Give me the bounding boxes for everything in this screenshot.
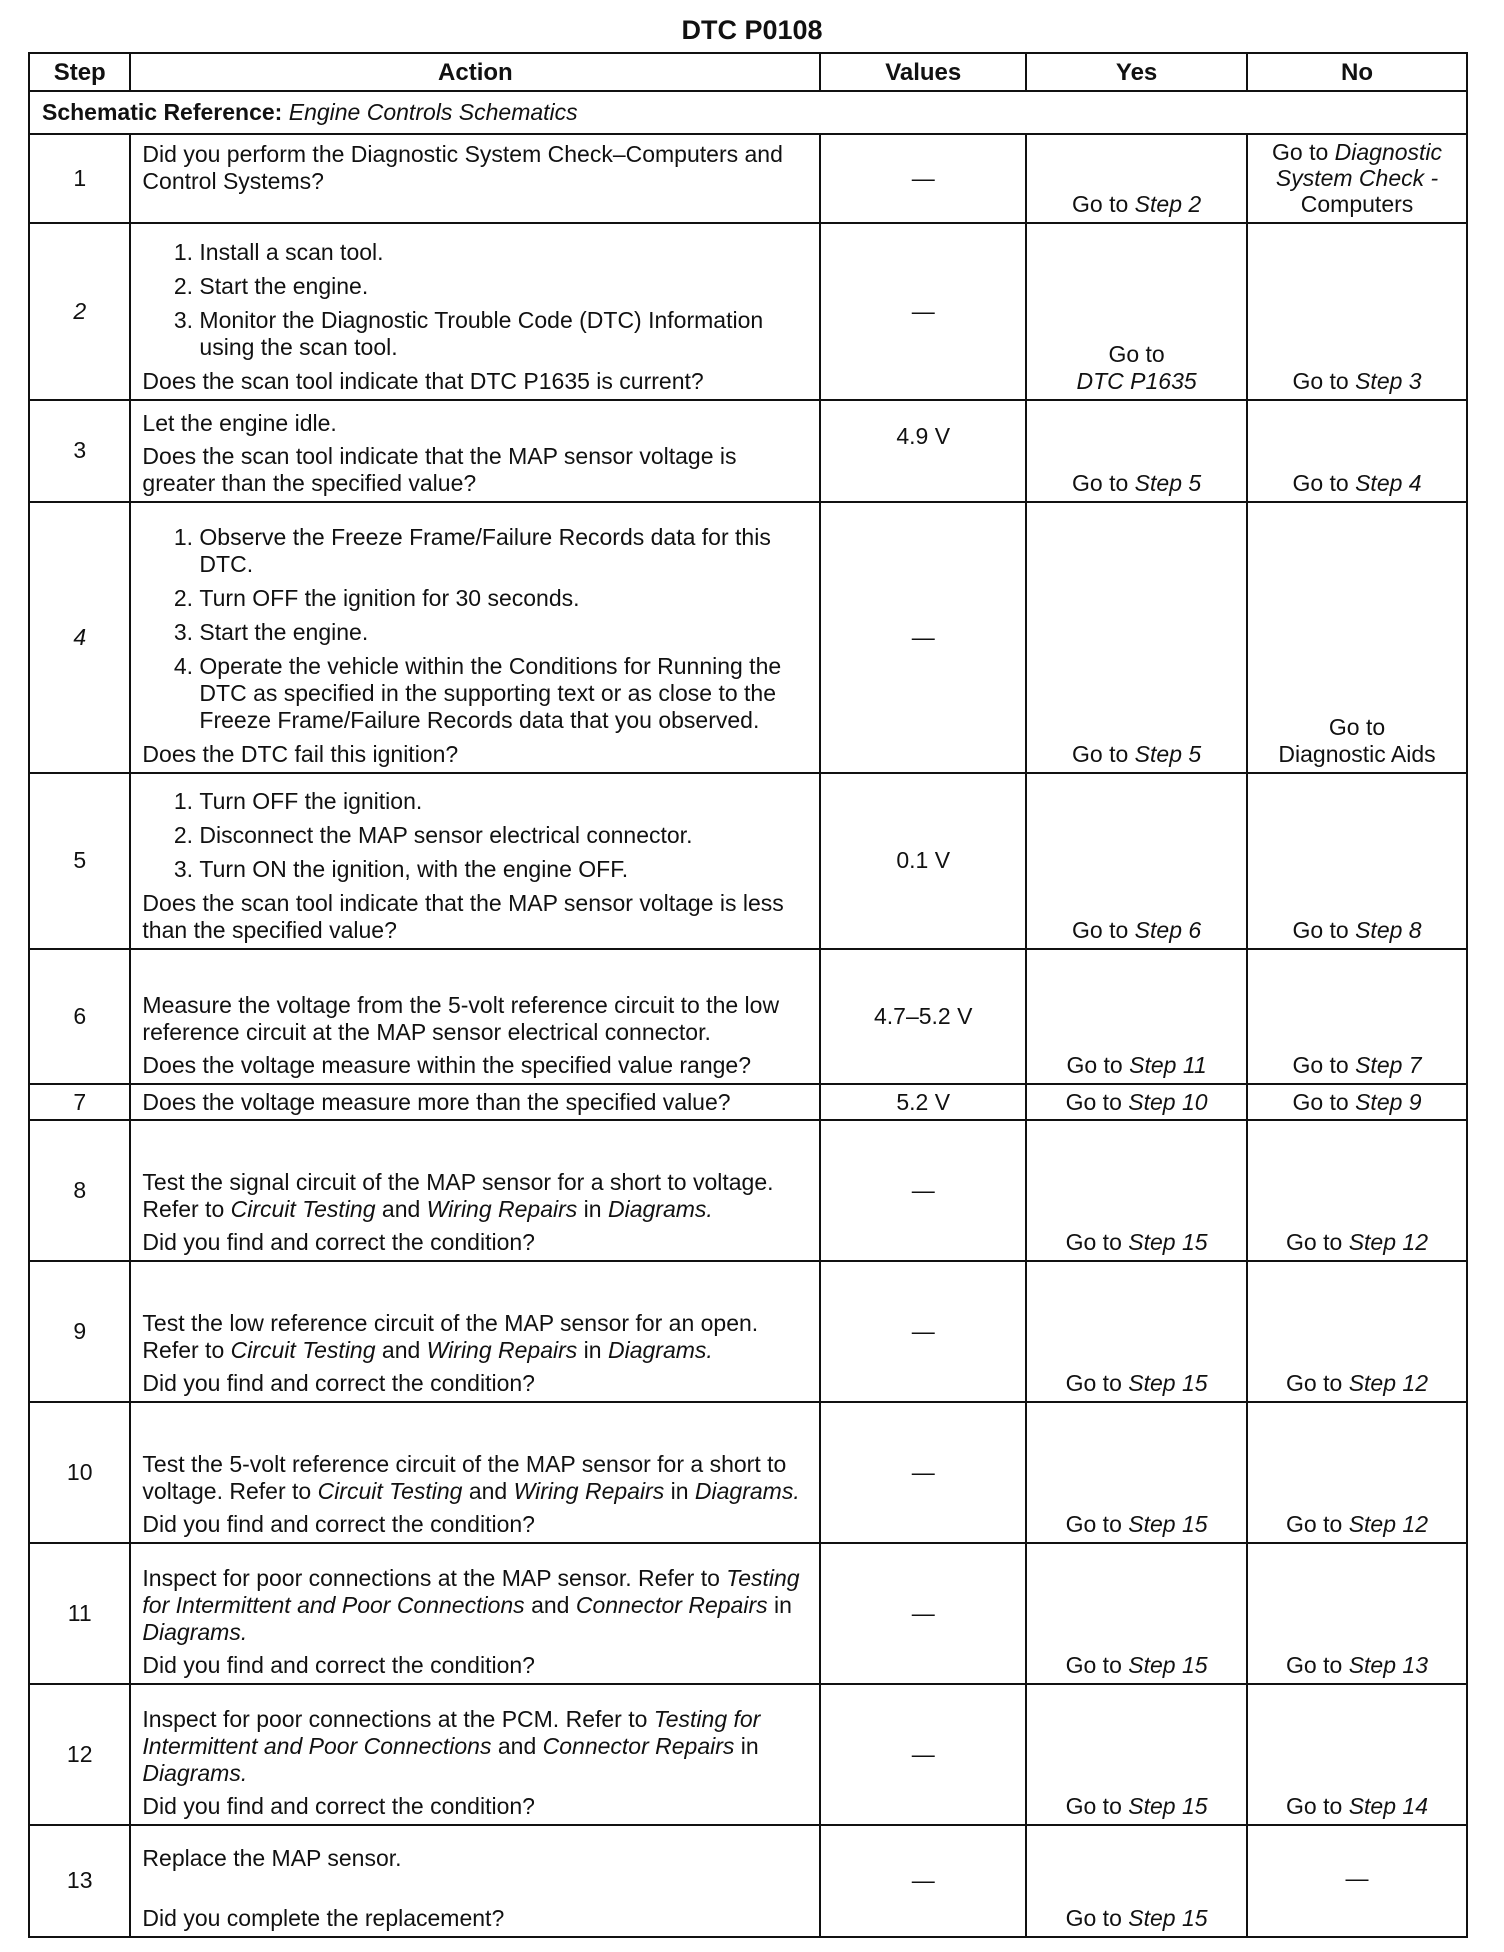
yes-target: Step 15 bbox=[1128, 1228, 1208, 1255]
go-to-text: Go to bbox=[1286, 1651, 1343, 1678]
no-cell bbox=[1247, 400, 1467, 503]
action-question: Does the voltage measure more than the specified value? bbox=[142, 1088, 731, 1115]
yes-cell bbox=[1026, 773, 1247, 949]
table-row bbox=[29, 1120, 1467, 1261]
schematic-reference bbox=[29, 91, 1467, 134]
yes-cell bbox=[1026, 949, 1247, 1085]
no-target: Step 12 bbox=[1348, 1228, 1428, 1255]
no-target: Diagnostic Aids bbox=[1278, 740, 1436, 767]
step-number: 9 bbox=[29, 1261, 130, 1402]
no-cell bbox=[1247, 502, 1467, 772]
go-to-text: Go to bbox=[1065, 1369, 1122, 1396]
go-to-text: Go to bbox=[1066, 1052, 1123, 1079]
go-to-text: Go to bbox=[1292, 1052, 1349, 1079]
no-target: Step 4 bbox=[1355, 470, 1422, 497]
yes-cell bbox=[1026, 134, 1247, 224]
step-number: 12 bbox=[29, 1684, 130, 1825]
instruction-text: and bbox=[491, 1732, 543, 1759]
instruction-item: 3. Monitor the Diagnostic Trouble Code (DTC) Information using the scan tool. bbox=[199, 307, 809, 361]
yes-cell bbox=[1026, 1543, 1247, 1684]
yes-target: Step 15 bbox=[1128, 1510, 1208, 1537]
action-cell bbox=[130, 1684, 820, 1825]
reference-diagrams: Diagrams. bbox=[607, 1336, 713, 1363]
instruction-item: 3. Turn ON the ignition, with the engine OFF. bbox=[199, 856, 809, 883]
go-to-text: Go to bbox=[1292, 916, 1349, 943]
instruction-text: Test the signal circuit of the MAP sensor for a short to voltage. Refer to bbox=[142, 1168, 774, 1222]
table-row bbox=[29, 1684, 1467, 1825]
header-no: No bbox=[1247, 53, 1467, 91]
action-question: Did you find and correct the condition? bbox=[142, 1228, 535, 1255]
table-row bbox=[29, 400, 1467, 503]
go-to-text: Go to bbox=[1065, 1792, 1122, 1819]
instruction-item: 2. Start the engine. bbox=[199, 273, 809, 300]
step-number: 1 bbox=[29, 134, 130, 224]
instruction-item: 2. Disconnect the MAP sensor electrical connector. bbox=[199, 822, 809, 849]
reference-diagrams: Diagrams. bbox=[142, 1759, 248, 1786]
yes-cell bbox=[1026, 1825, 1247, 1937]
yes-cell bbox=[1026, 1120, 1247, 1261]
step-number: 2 bbox=[29, 223, 130, 399]
no-cell bbox=[1247, 223, 1467, 399]
action-cell bbox=[130, 1084, 820, 1119]
action-cell bbox=[130, 1120, 820, 1261]
action-cell bbox=[130, 1543, 820, 1684]
instruction-text: in bbox=[734, 1732, 759, 1759]
instruction-item: 1. Turn OFF the ignition. bbox=[199, 788, 809, 815]
go-to-text: Go to bbox=[1065, 1228, 1122, 1255]
table-row bbox=[29, 1261, 1467, 1402]
reference-testing-connections: Testing for Intermittent and Poor Connections bbox=[142, 1564, 800, 1618]
instruction-text: and bbox=[375, 1336, 427, 1363]
instruction-text: Inspect for poor connections at the MAP sensor. Refer to bbox=[142, 1564, 727, 1591]
instruction-text: Test the low reference circuit of the MAP sensor for an open. Refer to bbox=[142, 1309, 759, 1363]
yes-cell bbox=[1026, 400, 1247, 503]
no-target: Step 8 bbox=[1355, 916, 1422, 943]
reference-diagrams: Diagrams. bbox=[694, 1477, 800, 1504]
header-yes: Yes bbox=[1026, 53, 1247, 91]
go-to-text: Go to bbox=[1072, 916, 1129, 943]
no-cell bbox=[1247, 1684, 1467, 1825]
page-title: DTC P0108 bbox=[681, 15, 823, 45]
instruction-list bbox=[142, 524, 809, 734]
action-question: Does the DTC fail this ignition? bbox=[142, 740, 459, 767]
values-cell: 4.9 V bbox=[820, 400, 1026, 503]
step-number: 4 bbox=[29, 502, 130, 772]
no-target-line1: Diagnostic bbox=[1334, 138, 1443, 165]
go-to-text: Go to bbox=[1292, 1088, 1349, 1115]
no-target: Step 9 bbox=[1355, 1088, 1422, 1115]
yes-cell bbox=[1026, 1402, 1247, 1543]
action-instruction bbox=[142, 1169, 809, 1223]
instruction-text: and bbox=[462, 1477, 514, 1504]
reference-wiring-repairs: Wiring Repairs bbox=[513, 1477, 665, 1504]
values-cell: — bbox=[820, 134, 1026, 224]
reference-wiring-repairs: Wiring Repairs bbox=[426, 1336, 578, 1363]
go-to-text: Go to bbox=[1065, 1651, 1122, 1678]
yes-target: Step 15 bbox=[1128, 1905, 1208, 1931]
action-question: Does the voltage measure within the specified value range? bbox=[142, 1052, 752, 1079]
yes-cell bbox=[1026, 1684, 1247, 1825]
instruction-item: 2. Turn OFF the ignition for 30 seconds. bbox=[199, 585, 809, 612]
schematic-value: Engine Controls Schematics bbox=[288, 98, 578, 125]
action-cell bbox=[130, 949, 820, 1085]
yes-target: Step 10 bbox=[1128, 1088, 1208, 1115]
action-question: Did you perform the Diagnostic System Check–Computers and Control Systems? bbox=[142, 140, 783, 194]
no-cell bbox=[1247, 1402, 1467, 1543]
values-cell: — bbox=[820, 1825, 1026, 1937]
action-question: Does the scan tool indicate that DTC P1635 is current? bbox=[142, 367, 704, 394]
go-to-text: Go to bbox=[1286, 1369, 1343, 1396]
no-target: Step 3 bbox=[1355, 367, 1422, 394]
yes-target: Step 15 bbox=[1128, 1369, 1208, 1396]
table-row bbox=[29, 773, 1467, 949]
action-instruction: Measure the voltage from the 5-volt reference circuit to the low reference circuit at the MAP sensor electrical connector. bbox=[142, 992, 780, 1046]
action-instruction: Replace the MAP sensor. bbox=[142, 1845, 402, 1871]
go-to-text: Go to bbox=[1286, 1792, 1343, 1819]
values-cell: — bbox=[820, 1543, 1026, 1684]
reference-diagrams: Diagrams. bbox=[607, 1195, 713, 1222]
values-cell: — bbox=[820, 502, 1026, 772]
no-cell bbox=[1247, 1120, 1467, 1261]
action-cell bbox=[130, 1402, 820, 1543]
go-to-text: Go to bbox=[1072, 191, 1129, 218]
step-number: 10 bbox=[29, 1402, 130, 1543]
action-instruction bbox=[142, 1310, 809, 1364]
values-cell: — bbox=[820, 1120, 1026, 1261]
action-question: Did you find and correct the condition? bbox=[142, 1369, 535, 1396]
yes-target: Step 2 bbox=[1134, 191, 1202, 218]
no-cell bbox=[1247, 1261, 1467, 1402]
table-row bbox=[29, 949, 1467, 1085]
instruction-text: and bbox=[375, 1195, 427, 1222]
go-to-text: Go to bbox=[1286, 1228, 1343, 1255]
no-target: Step 13 bbox=[1348, 1651, 1428, 1678]
go-to-text: Go to bbox=[1292, 367, 1349, 394]
table-row bbox=[29, 1543, 1467, 1684]
go-to-text: Go to bbox=[1072, 470, 1129, 497]
go-to-text: Go to bbox=[1108, 340, 1165, 367]
instruction-text: Test the 5-volt reference circuit of the MAP sensor for a short to voltage. Refer to bbox=[142, 1450, 787, 1504]
schematic-label: Schematic Reference: bbox=[42, 98, 283, 125]
instruction-text: Inspect for poor connections at the PCM. Refer to bbox=[142, 1705, 654, 1732]
table-row bbox=[29, 1084, 1467, 1119]
action-cell bbox=[130, 773, 820, 949]
values-cell: — bbox=[820, 1261, 1026, 1402]
schematic-row bbox=[29, 91, 1467, 134]
yes-target: Step 15 bbox=[1128, 1651, 1208, 1678]
action-question: Does the scan tool indicate that the MAP sensor voltage is greater than the specified value? bbox=[142, 443, 737, 497]
header-action: Action bbox=[130, 53, 820, 91]
instruction-item: 1. Observe the Freeze Frame/Failure Records data for this DTC. bbox=[199, 524, 809, 578]
no-target-line2: System Check - bbox=[1275, 164, 1439, 191]
go-to-text: Go to bbox=[1292, 470, 1349, 497]
instruction-text: in bbox=[664, 1477, 695, 1504]
go-to-text: Go to bbox=[1328, 713, 1386, 740]
reference-circuit-testing: Circuit Testing bbox=[317, 1477, 463, 1504]
values-cell: — bbox=[820, 1684, 1026, 1825]
table-row bbox=[29, 502, 1467, 772]
no-prefix: Go to bbox=[1272, 138, 1335, 165]
action-cell bbox=[130, 400, 820, 503]
no-target: Step 12 bbox=[1348, 1510, 1428, 1537]
table-row bbox=[29, 223, 1467, 399]
yes-target: Step 5 bbox=[1134, 470, 1202, 497]
reference-circuit-testing: Circuit Testing bbox=[230, 1336, 376, 1363]
no-cell: — bbox=[1247, 1825, 1467, 1937]
header-step: Step bbox=[29, 53, 130, 91]
action-question: Did you find and correct the condition? bbox=[142, 1792, 535, 1819]
no-cell bbox=[1247, 1543, 1467, 1684]
no-target: Step 12 bbox=[1348, 1369, 1428, 1396]
yes-cell bbox=[1026, 223, 1247, 399]
step-number: 6 bbox=[29, 949, 130, 1085]
values-cell: 5.2 V bbox=[820, 1084, 1026, 1119]
no-target-line3: Computers bbox=[1300, 190, 1414, 217]
step-number: 8 bbox=[29, 1120, 130, 1261]
reference-connector-repairs: Connector Repairs bbox=[542, 1732, 735, 1759]
step-number: 3 bbox=[29, 400, 130, 503]
action-question: Did you find and correct the condition? bbox=[142, 1651, 535, 1678]
no-cell bbox=[1247, 773, 1467, 949]
action-instruction bbox=[142, 1565, 809, 1646]
action-question: Does the scan tool indicate that the MAP sensor voltage is less than the specified value? bbox=[142, 889, 784, 943]
instruction-list bbox=[142, 239, 809, 361]
table-row bbox=[29, 1825, 1467, 1937]
step-number: 7 bbox=[29, 1084, 130, 1119]
step-number: 5 bbox=[29, 773, 130, 949]
go-to-text: Go to bbox=[1065, 1088, 1122, 1115]
action-question: Did you complete the replacement? bbox=[142, 1905, 505, 1931]
values-cell: — bbox=[820, 223, 1026, 399]
step-number: 11 bbox=[29, 1543, 130, 1684]
instruction-text: in bbox=[577, 1336, 608, 1363]
yes-cell bbox=[1026, 1261, 1247, 1402]
values-cell: 0.1 V bbox=[820, 773, 1026, 949]
action-cell bbox=[130, 134, 820, 224]
values-cell: 4.7–5.2 V bbox=[820, 949, 1026, 1085]
reference-circuit-testing: Circuit Testing bbox=[230, 1195, 376, 1222]
instruction-text: and bbox=[524, 1591, 576, 1618]
instruction-list bbox=[142, 788, 809, 883]
go-to-text: Go to bbox=[1286, 1510, 1343, 1537]
reference-connector-repairs: Connector Repairs bbox=[575, 1591, 768, 1618]
instruction-item: 1. Install a scan tool. bbox=[199, 239, 809, 266]
yes-cell bbox=[1026, 1084, 1247, 1119]
diagnostic-table bbox=[28, 52, 1468, 1938]
action-instruction: Let the engine idle. bbox=[142, 410, 337, 437]
yes-target: Step 11 bbox=[1129, 1052, 1207, 1079]
values-cell: — bbox=[820, 1402, 1026, 1543]
instruction-item: 3. Start the engine. bbox=[199, 619, 809, 646]
instruction-text: in bbox=[767, 1591, 792, 1618]
action-cell bbox=[130, 223, 820, 399]
reference-diagrams: Diagrams. bbox=[142, 1618, 248, 1645]
table-row bbox=[29, 1402, 1467, 1543]
action-cell bbox=[130, 1825, 820, 1937]
header-values: Values bbox=[820, 53, 1026, 91]
action-cell bbox=[130, 1261, 820, 1402]
no-cell bbox=[1247, 134, 1467, 224]
go-to-text: Go to bbox=[1072, 740, 1129, 767]
instruction-item: 4. Operate the vehicle within the Conditions for Running the DTC as specified in the supporting text or as close to the Freeze Frame/Failure Records data that you observed. bbox=[199, 653, 809, 734]
go-to-text: Go to bbox=[1065, 1905, 1122, 1931]
no-target: Step 14 bbox=[1348, 1792, 1428, 1819]
action-instruction bbox=[142, 1451, 809, 1505]
table-row bbox=[29, 134, 1467, 224]
yes-target: Step 15 bbox=[1128, 1792, 1208, 1819]
header-row bbox=[29, 53, 1467, 91]
action-instruction bbox=[142, 1706, 809, 1787]
yes-target: DTC P1635 bbox=[1076, 367, 1197, 394]
reference-wiring-repairs: Wiring Repairs bbox=[426, 1195, 578, 1222]
action-question: Did you find and correct the condition? bbox=[142, 1510, 535, 1537]
yes-target: Step 6 bbox=[1134, 916, 1202, 943]
go-to-text: Go to bbox=[1065, 1510, 1122, 1537]
no-cell bbox=[1247, 1084, 1467, 1119]
instruction-text: in bbox=[577, 1195, 608, 1222]
reference-testing-connections: Testing for Intermittent and Poor Connections bbox=[142, 1705, 761, 1759]
action-cell bbox=[130, 502, 820, 772]
no-cell bbox=[1247, 949, 1467, 1085]
no-target: Step 7 bbox=[1355, 1052, 1422, 1079]
yes-cell bbox=[1026, 502, 1247, 772]
yes-target: Step 5 bbox=[1134, 740, 1202, 767]
step-number: 13 bbox=[29, 1825, 130, 1937]
